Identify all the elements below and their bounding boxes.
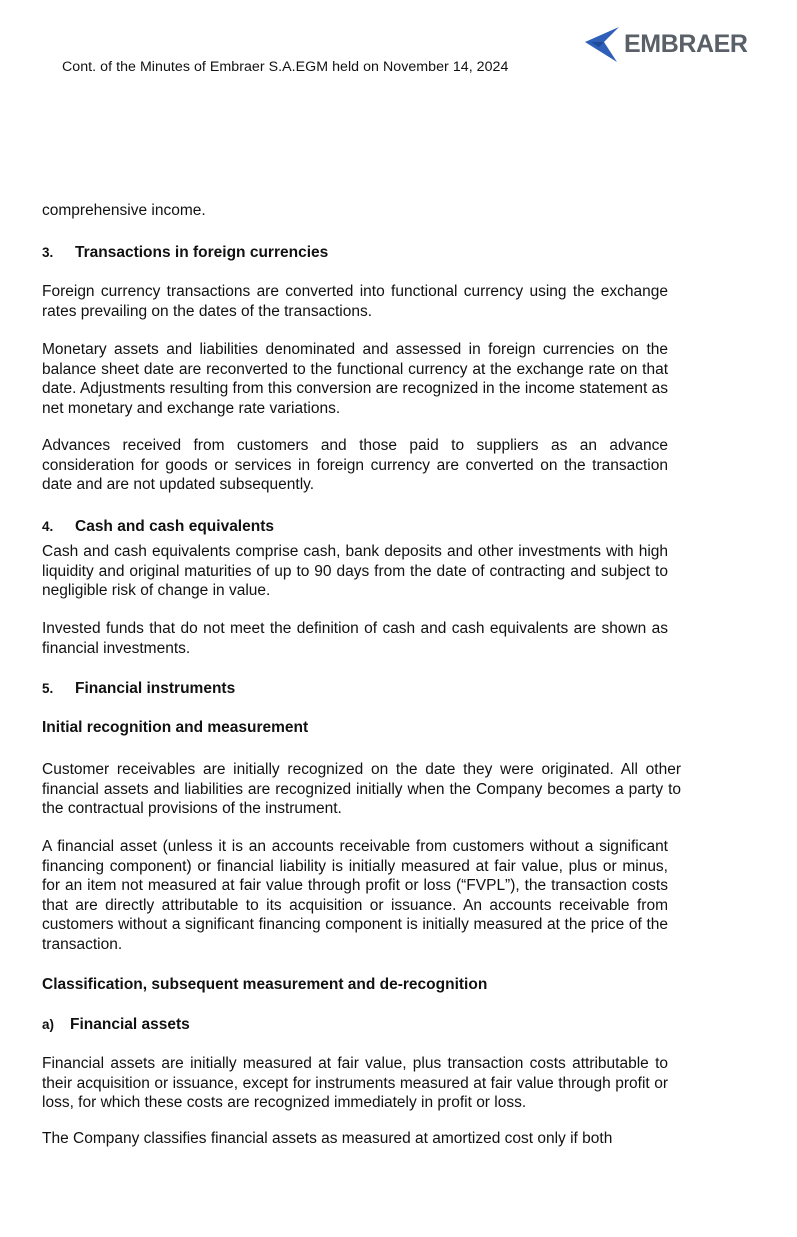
paragraph: Cash and cash equivalents comprise cash, bank deposits and other investments with high liquidity and original maturities of up to 90 days from the date of contracting and subject to negligible risk of change in value. — [42, 543, 668, 599]
continuation-paragraph: comprehensive income. — [42, 202, 206, 219]
section-number: 3. — [42, 245, 54, 260]
paragraph: The Company classifies financial assets as measured at amortized cost only if both — [42, 1130, 613, 1147]
section-4-heading — [42, 517, 274, 537]
paragraph: A financial asset (unless it is an accounts receivable from customers without a significant financing component) or financial liability is initially measured at fair value, plus or minus, for an item not measured at fair value through profit or loss (“FVPL”), the transaction costs that are directly attributable to its acquisition or issuance. An accounts receivable from customers without a significant financing component is initially measured at the price of the transaction. — [42, 838, 668, 953]
paragraph: Advances received from customers and those paid to suppliers as an advance consideration for goods or services in foreign currency are converted on the transaction date and are not updated subsequently. — [42, 437, 668, 493]
paragraph: Financial assets are initially measured at fair value, plus transaction costs attributable to their acquisition or issuance, except for instruments measured at fair value through profit or loss, for which these costs are recognized immediately in profit or loss. — [42, 1055, 668, 1111]
subsection-a-heading — [42, 1015, 190, 1035]
paragraph: Foreign currency transactions are converted into functional currency using the exchange rates prevailing on the dates of the transactions. — [42, 283, 668, 320]
item-label: a) — [42, 1017, 55, 1032]
embraer-logo — [585, 26, 775, 64]
section-3-heading — [42, 243, 328, 263]
embraer-arrow-icon — [585, 26, 621, 64]
subsection-heading: Classification, subsequent measurement and de-recognition — [42, 976, 488, 993]
section-number: 4. — [42, 519, 54, 534]
section-number: 5. — [42, 681, 54, 696]
paragraph: Monetary assets and liabilities denominated and assessed in foreign currencies on the balance sheet date are reconverted to the functional currency at the exchange rate on that date. Adjustments resulting from this conversion are recognized in the income statement as net monetary and exchange rate variations. — [42, 341, 668, 417]
embraer-logo-text: EMBRAER — [624, 30, 748, 58]
section-title: Cash and cash equivalents — [75, 518, 274, 535]
subsection-heading: Initial recognition and measurement — [42, 719, 309, 736]
paragraph: Customer receivables are initially recognized on the date they were originated. All other financial assets and liabilities are recognized initially when the Company becomes a party to the contractual provisions of the instrument. — [42, 761, 681, 817]
section-title: Financial instruments — [75, 680, 236, 697]
section-5-heading — [42, 679, 235, 699]
paragraph: Invested funds that do not meet the definition of cash and cash equivalents are shown as financial investments. — [42, 620, 668, 657]
section-title: Transactions in foreign currencies — [75, 244, 329, 261]
page-header-title: Cont. of the Minutes of Embraer S.A.EGM held on November 14, 2024 — [62, 59, 509, 75]
item-title: Financial assets — [70, 1016, 190, 1033]
